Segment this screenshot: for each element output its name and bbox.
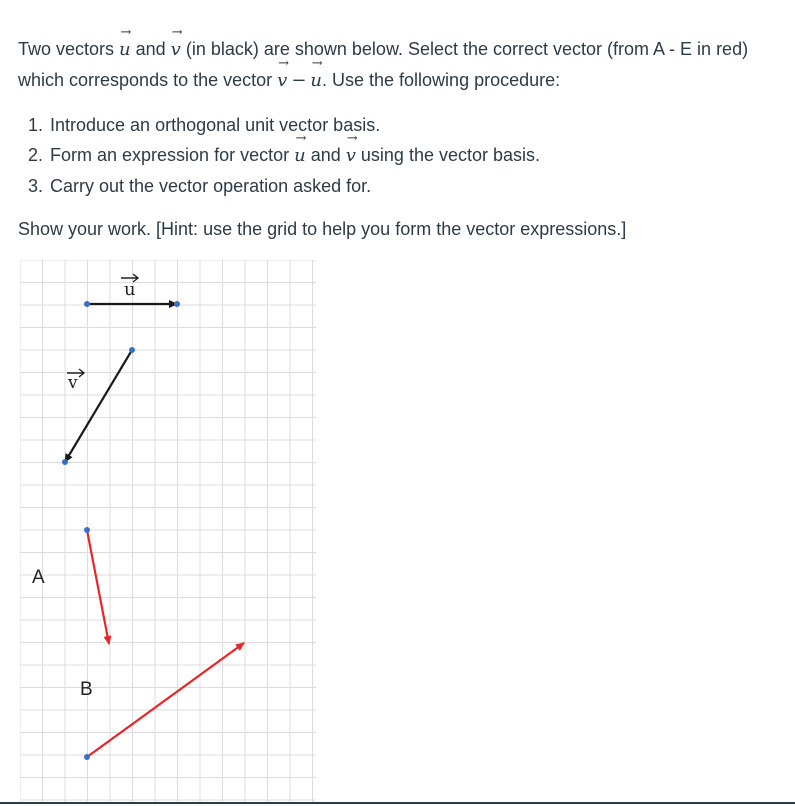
vector-u-tail [84, 301, 90, 307]
option-b-vector [80, 643, 244, 760]
vector-grid-figure [20, 260, 316, 802]
intro-paragraph: Two vectors → u and → v (in black) are shown below. Select the correct vector (from A - E in red) which corresponds to the vector → v − → u. Use the following procedure: [18, 34, 778, 96]
option-a-tail [84, 527, 90, 533]
option-b-tail [84, 754, 90, 760]
vector-u-symbol: → u [294, 141, 306, 171]
vector-u-label: u [124, 279, 136, 300]
vector-v [62, 347, 135, 465]
vector-v-symbol: → v [277, 66, 287, 96]
procedure-step-1: 1. Introduce an orthogonal unit vector basis. [48, 110, 540, 140]
grid [20, 260, 316, 802]
option-b-arrow [87, 643, 244, 757]
vector-u-symbol: → u [310, 66, 322, 96]
vector-u-symbol: → u [119, 35, 131, 65]
vector-v-head [62, 459, 68, 465]
option-b-label: B [80, 679, 93, 700]
procedure-step-2: 2. Form an expression for vector → u and → v using the vector basis. [48, 140, 540, 171]
option-a-arrow [87, 530, 109, 644]
vector-v-symbol: → v [346, 141, 356, 171]
procedure-step-3: 3. Carry out the vector operation asked for. [48, 171, 540, 201]
vector-v-arrow [65, 350, 132, 462]
vector-v-tail [129, 347, 135, 353]
option-a-label: A [32, 567, 45, 588]
option-a-vector [32, 527, 109, 644]
procedure-list [0, 110, 540, 201]
vector-u-head [174, 301, 180, 307]
vector-v-label: v [68, 373, 78, 393]
hint-paragraph: Show your work. [Hint: use the grid to help you form the vector expressions.] [18, 219, 627, 239]
bottom-divider [0, 802, 795, 804]
vector-v-symbol: → v [171, 35, 181, 65]
